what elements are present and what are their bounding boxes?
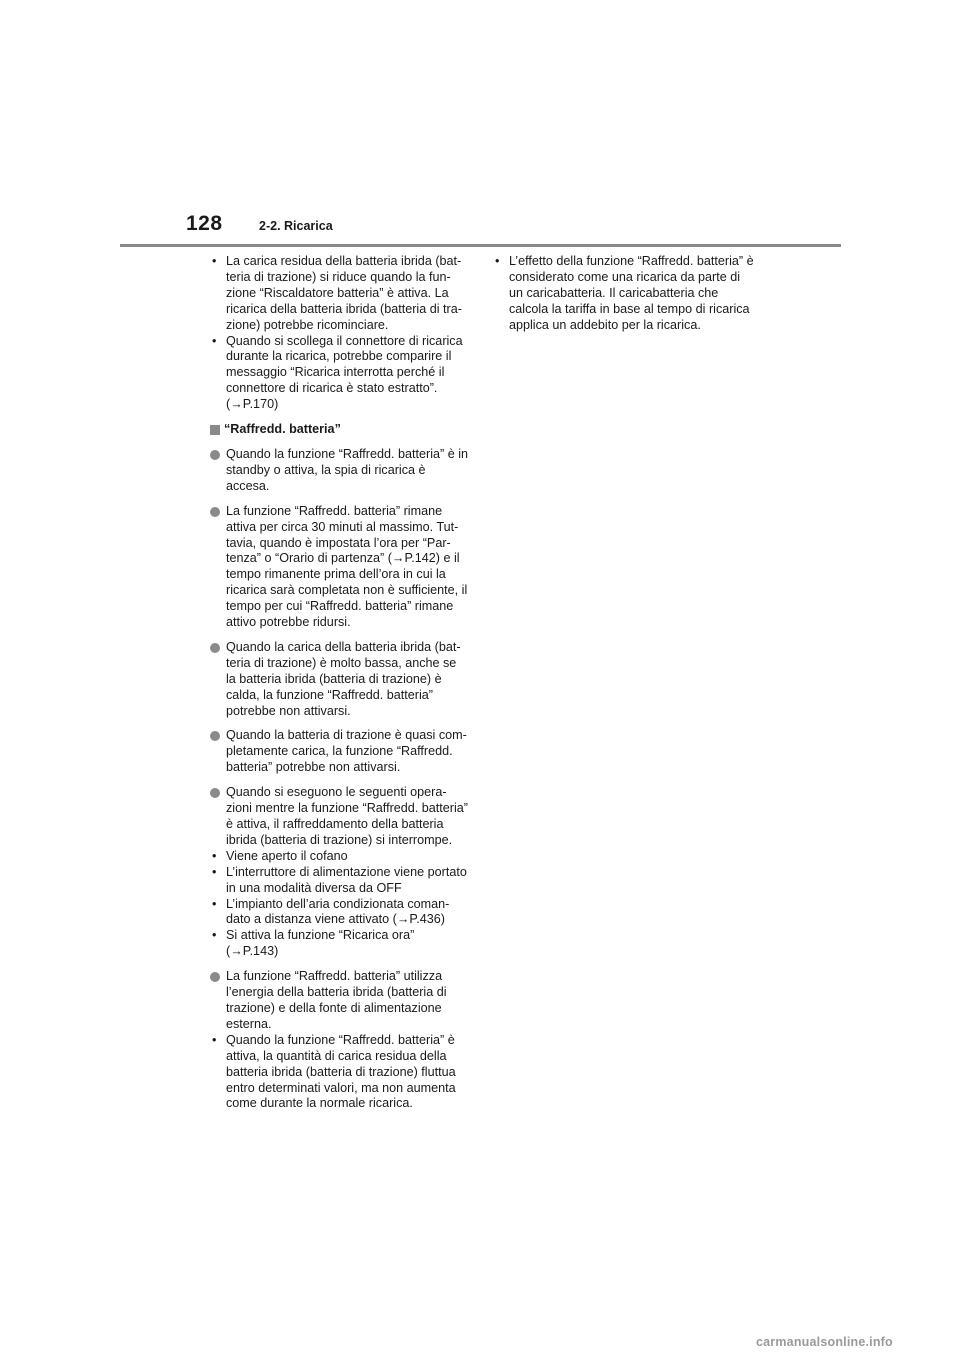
list-item [210,254,468,334]
circle-bullet-icon [210,788,220,798]
note-paragraph [210,447,468,495]
left-column [210,254,468,1112]
note-paragraph [210,969,468,1033]
page-number: 128 [186,212,223,235]
circle-bullet-icon [210,507,220,517]
bullet-dot: • [212,896,217,911]
bullet-text: Quando si scollega il connettore di ricarica durante la ricarica, potrebbe comparire il messaggio “Ricarica interrotta perché il connettore di ricarica è stato estratto”. (→P.170) [226,333,463,412]
circle-bullet-icon [210,731,220,741]
square-bullet-icon [210,425,220,435]
bullet-text: La carica residua della batteria ibrida (batteria di trazione) si riduce quando la funzione “Riscaldatore batteria” è attiva. La ricarica della batteria ibrida (batteria di trazione) potrebbe ricominciare. [226,254,462,332]
note-paragraph [210,785,468,849]
note-text: La funzione “Raffredd. batteria” rimane attiva per circa 30 minuti al massimo. Tuttavia, quando è impostata l’ora per “Partenza” o “Orario di partenza” (→P.142) e il tempo rimanente prima dell’ora in cui la ricarica sarà completata non è sufficiente, il tempo per cui “Raffredd. batteria” rimane attivo potrebbe ridursi. [226,503,468,630]
bullet-text: L’interruttore di alimentazione viene portato in una modalità diversa da OFF [226,864,467,895]
page-header [0,0,960,250]
bullet-dot: • [212,254,217,268]
bullet-text: L’impianto dell’aria condizionata comandato a distanza viene attivato (→P.436) [226,896,450,927]
section-title: 2-2. Ricarica [259,219,333,233]
list-item [210,1033,468,1113]
subsection-heading [210,422,468,438]
list-item [210,897,468,929]
bullet-text: L’effetto della funzione “Raffredd. batteria” è considerato come una ricarica da parte di un caricabatteria. Il caricabatteria che calcola la tariffa in base al tempo di ricarica applica un addebito per la ricarica. [509,254,754,332]
watermark: carmanualsonline.info [756,1335,893,1349]
bullet-dot: • [212,1032,217,1047]
bullet-text: Viene aperto il cofano [226,848,348,863]
note-text: La funzione “Raffredd. batteria” utilizza l’energia della batteria ibrida (batteria di trazione) e della fonte di alimentazione esterna. [226,969,447,1031]
list-item [210,865,468,897]
note-text: Quando la batteria di trazione è quasi completamente carica, la funzione “Raffredd. batteria” potrebbe non attivarsi. [226,728,467,775]
bullet-dot: • [212,864,217,879]
list-item [210,928,468,960]
list-item [210,849,468,865]
note-paragraph [210,728,468,776]
circle-bullet-icon [210,643,220,653]
list-item [493,254,755,334]
header-divider [120,244,841,247]
bullet-text: Si attiva la funzione “Ricarica ora” (→P.143) [226,928,415,959]
right-column [493,254,755,334]
circle-bullet-icon [210,450,220,460]
circle-bullet-icon [210,972,220,982]
bullet-dot: • [212,928,217,943]
note-text: Quando si eseguono le seguenti operazioni mentre la funzione “Raffredd. batteria” è attiva, il raffreddamento della batteria ibrida (batteria di trazione) si interrompe. [226,785,468,847]
bullet-dot: • [212,848,217,863]
list-item [210,334,468,414]
subsection-heading-text: “Raffredd. batteria” [224,422,341,437]
note-paragraph [210,504,468,631]
note-text: Quando la carica della batteria ibrida (batteria di trazione) è molto bassa, anche se la batteria ibrida (batteria di trazione) è calda, la funzione “Raffredd. batteria” potrebbe non attivarsi. [226,639,461,718]
note-paragraph [210,640,468,720]
note-text: Quando la funzione “Raffredd. batteria” è in standby o attiva, la spia di ricarica è accesa. [226,446,468,493]
bullet-text: Quando la funzione “Raffredd. batteria” è attiva, la quantità di carica residua della batteria ibrida (batteria di trazione) fluttua entro determinati valori, ma non aumenta come durante la normale ricarica. [226,1032,456,1111]
bullet-dot: • [495,254,500,268]
bullet-dot: • [212,333,217,348]
